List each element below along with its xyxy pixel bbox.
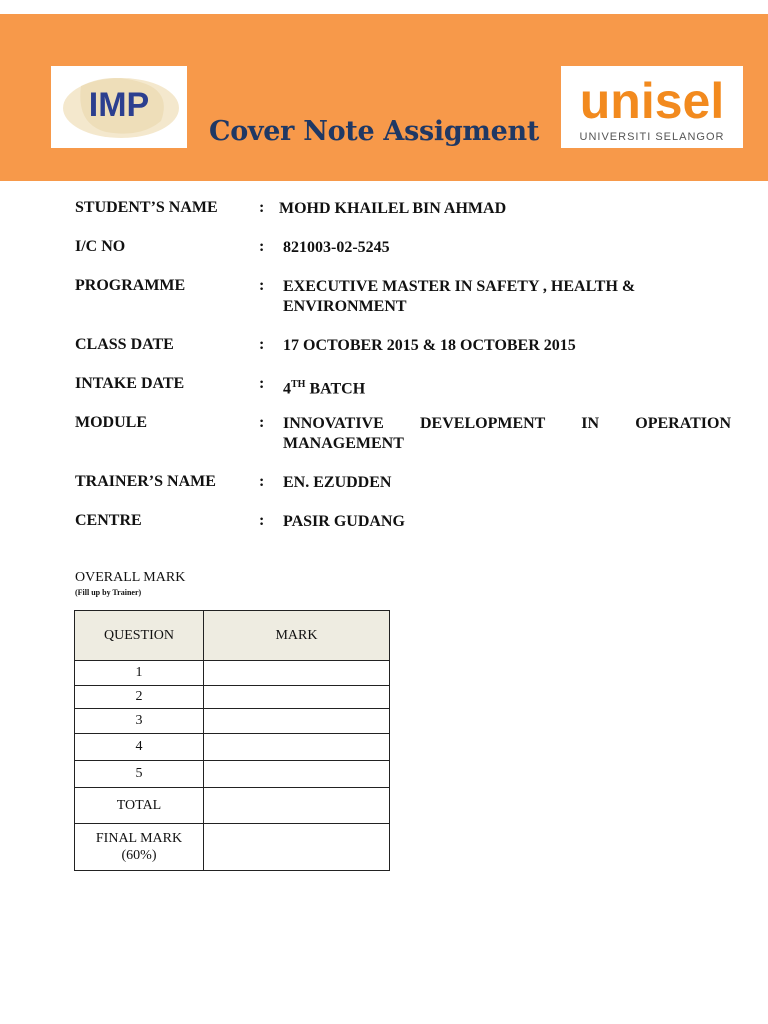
table-row <box>75 686 390 709</box>
field-colon: : <box>259 277 265 294</box>
field-value: PASIR GUDANG <box>283 513 405 530</box>
mark-cell[interactable] <box>204 709 390 734</box>
unisel-logo <box>561 66 743 148</box>
overall-mark-label: OVERALL MARK <box>75 570 186 585</box>
field-value-line: MANAGEMENT <box>283 435 404 452</box>
overall-mark-note: (Fill up by Trainer) <box>75 588 142 597</box>
table-row <box>75 709 390 734</box>
field-colon: : <box>259 375 265 392</box>
field-value: 17 OCTOBER 2015 & 18 OCTOBER 2015 <box>283 337 576 354</box>
question-number: 4 <box>75 734 204 761</box>
field-value <box>283 277 731 317</box>
field-label: CENTRE <box>75 512 142 529</box>
question-number: 5 <box>75 761 204 788</box>
header-mark: MARK <box>204 611 390 661</box>
intake-number: 4 <box>283 380 291 398</box>
field-colon: : <box>259 336 265 353</box>
field-value-line: INNOVATIVE DEVELOPMENT IN OPERATION <box>283 415 731 432</box>
imp-logo-text: IMP <box>88 86 150 124</box>
field-value-line: ENVIRONMENT <box>283 298 407 315</box>
question-number: 1 <box>75 661 204 686</box>
question-number: 2 <box>75 686 204 709</box>
header-question: QUESTION <box>75 611 204 661</box>
mark-cell[interactable] <box>204 734 390 761</box>
field-label: INTAKE DATE <box>75 375 185 392</box>
field-value: 821003-02-5245 <box>283 239 390 256</box>
field-value <box>283 414 731 454</box>
field-colon: : <box>259 414 265 431</box>
final-mark-cell[interactable] <box>204 824 390 871</box>
field-value: MOHD KHAILEL BIN AHMAD <box>279 200 507 217</box>
field-value-line: EXECUTIVE MASTER IN SAFETY , HEALTH & <box>283 278 636 295</box>
final-mark-label <box>75 824 204 871</box>
field-value <box>283 375 731 399</box>
total-mark-cell[interactable] <box>204 788 390 824</box>
table-row <box>75 661 390 686</box>
mark-cell[interactable] <box>204 661 390 686</box>
field-label: CLASS DATE <box>75 336 174 353</box>
table-row <box>75 734 390 761</box>
unisel-logo-subtext: UNIVERSITI SELANGOR <box>579 131 725 143</box>
intake-suffix: TH <box>291 379 306 390</box>
table-row-final <box>75 824 390 871</box>
mark-cell[interactable] <box>204 761 390 788</box>
final-mark-line: FINAL MARK <box>95 831 183 846</box>
field-label: MODULE <box>75 414 147 431</box>
field-label: TRAINER’S NAME <box>75 473 216 490</box>
field-colon: : <box>259 512 265 529</box>
mark-cell[interactable] <box>204 686 390 709</box>
question-number: 3 <box>75 709 204 734</box>
field-value: EN. EZUDDEN <box>283 474 392 491</box>
imp-logo <box>51 66 187 148</box>
table-row-total <box>75 788 390 824</box>
page-title: Cover Note Assigment <box>209 116 540 147</box>
final-mark-line: (60%) <box>121 848 157 863</box>
field-label: I/C NO <box>75 238 126 255</box>
field-label: STUDENT’S NAME <box>75 199 218 216</box>
field-colon: : <box>259 238 265 255</box>
total-label: TOTAL <box>75 788 204 824</box>
table-row <box>75 761 390 788</box>
field-colon: : <box>259 473 265 490</box>
field-colon: : <box>259 199 265 216</box>
intake-rest: BATCH <box>305 380 366 398</box>
field-label: PROGRAMME <box>75 277 186 294</box>
marks-table <box>74 610 390 871</box>
unisel-logo-text: unisel <box>579 73 725 129</box>
